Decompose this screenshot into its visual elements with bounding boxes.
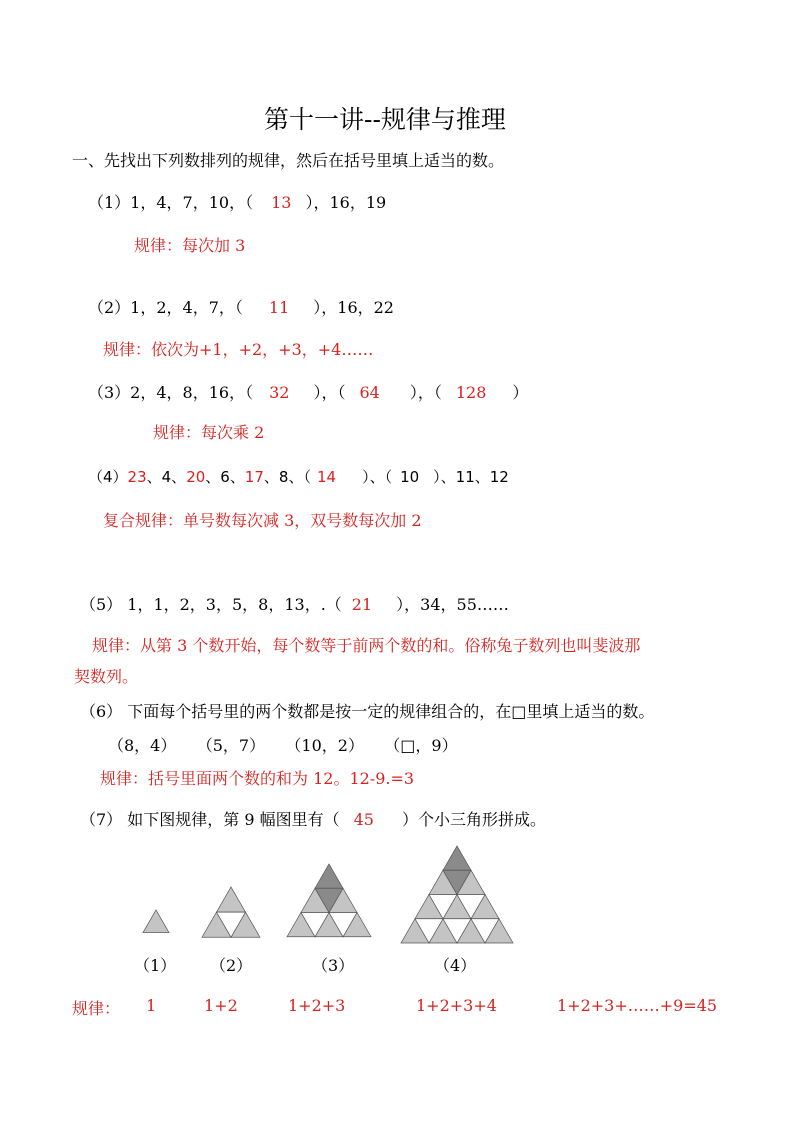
section-instruction: 一、先找出下列数排列的规律，然后在括号里填上适当的数。 [72, 151, 505, 170]
rule7-label: 规律： [72, 999, 121, 1018]
small-triangle-up [485, 919, 513, 943]
small-triangle-up [301, 888, 329, 912]
q4-rule: 复合规律：单号数每次减 3，双号数每次加 2 [103, 511, 422, 530]
q4-sep-1: 、4、 [146, 468, 187, 486]
small-triangle-up [217, 887, 246, 912]
small-triangle-up [457, 870, 485, 894]
q4-num-2: 20 [186, 468, 206, 486]
small-triangle-up [287, 912, 315, 936]
small-triangle-up [443, 846, 471, 870]
q3-mid-1: ），（ [313, 383, 346, 402]
small-triangle-down [415, 919, 443, 943]
small-triangle-up [343, 912, 371, 936]
question-6: （6） 下面每个括号里的两个数都是按一定的规律组合的，在□里填上适当的数。 [80, 702, 655, 721]
q1-answer: 13 [271, 193, 292, 212]
q5-prefix: （5） 1，1，2，3，5，8，13，.（ [80, 595, 342, 614]
q5-rule-line-1: 规律：从第 3 个数开始，每个数等于前两个数的和。俗称兔子数列也叫斐波那 [92, 636, 641, 655]
q3-prefix: （3）2，4，8，16，（ [88, 383, 254, 402]
small-triangle-down [301, 912, 329, 936]
q4-suffix: ）、11、12 [433, 468, 509, 486]
figure-label-2: （2） [210, 956, 253, 975]
small-triangle-up [457, 919, 485, 943]
q4-sep-4: ）、（ [362, 468, 393, 486]
question-2 [88, 295, 394, 318]
question-7 [80, 807, 546, 830]
rule7-item-4: 1+2+3+4 [416, 996, 497, 1015]
q7-prefix: （7） 如下图规律，第 9 幅图里有（ [80, 810, 340, 829]
q3-suffix: ） [512, 383, 529, 402]
small-triangle-up [429, 919, 457, 943]
q3-rule: 规律：每次乘 2 [153, 423, 265, 442]
q4-answer-2: 10 [400, 468, 420, 486]
question-5 [80, 592, 509, 615]
q1-suffix: ），16，19 [305, 193, 387, 212]
small-triangle-down [443, 919, 471, 943]
small-triangle-up [329, 888, 357, 912]
q4-num-1: 23 [127, 468, 147, 486]
q3-answer-1: 32 [269, 383, 290, 402]
q4-sep-2: 、6、 [205, 468, 245, 486]
small-triangle-up [429, 870, 457, 894]
q1-prefix: （1）1，4，7，10，（ [88, 193, 254, 212]
triangle-figure-4 [401, 846, 513, 943]
question-3 [88, 380, 528, 403]
q4-num-3: 17 [244, 468, 264, 486]
small-triangle-down [315, 888, 343, 912]
question-4 [88, 466, 509, 487]
small-triangle-up [143, 910, 169, 933]
q7-suffix: ）个小三角形拼成。 [401, 810, 546, 829]
small-triangle-up [401, 919, 429, 943]
rule7-item-3: 1+2+3 [288, 996, 346, 1015]
small-triangle-up [415, 894, 443, 918]
q6-rule: 规律：括号里面两个数的和为 12。12-9.=3 [100, 769, 415, 788]
rule7-item-2: 1+2 [204, 996, 238, 1015]
page-title: 第十一讲--规律与推理 [264, 105, 506, 134]
q5-answer: 21 [351, 595, 373, 614]
q2-prefix: （2）1，2，4，7，（ [88, 298, 243, 317]
figure-label-4: （4） [434, 956, 477, 975]
small-triangle-down [471, 919, 499, 943]
q3-answer-2: 64 [359, 383, 380, 402]
rule7-item-5: 1+2+3+……+9=45 [557, 996, 718, 1015]
small-triangle-up [315, 864, 343, 888]
small-triangle-up [202, 912, 231, 937]
small-triangle-up [231, 912, 260, 937]
q7-answer: 45 [353, 810, 374, 829]
q4-sep-3: 、8、（ [263, 468, 311, 486]
small-triangle-up [443, 894, 471, 918]
q6-pairs: （8，4） （5，7） （10，2） （□，9） [108, 736, 458, 755]
rule7-item-1: 1 [146, 996, 157, 1015]
q2-rule: 规律：依次为+1，+2，+3，+4…… [103, 340, 374, 359]
q5-suffix: ），34，55…… [396, 595, 509, 614]
triangle-figure-3 [287, 864, 371, 937]
small-triangle-down [457, 894, 485, 918]
small-triangle-up [471, 894, 499, 918]
q4-prefix: （4） [88, 468, 128, 486]
small-triangle-down [217, 912, 246, 937]
q3-answer-3: 128 [455, 383, 487, 402]
question-1 [88, 190, 386, 213]
figure-label-1: （1） [134, 956, 177, 975]
q4-answer-1: 14 [316, 468, 337, 486]
q2-answer: 11 [268, 298, 290, 317]
q3-mid-2: ），（ [409, 383, 442, 402]
q1-rule: 规律：每次加 3 [134, 236, 246, 255]
q2-suffix: ），16，22 [313, 298, 394, 317]
small-triangle-down [329, 912, 357, 936]
small-triangle-down [429, 894, 457, 918]
figure-label-3: （3） [312, 956, 355, 975]
small-triangle-up [315, 912, 343, 936]
triangle-figure-2 [202, 887, 260, 937]
small-triangle-down [443, 870, 471, 894]
triangle-figure-1 [143, 910, 169, 933]
q5-rule-line-2: 契数列。 [74, 667, 139, 686]
